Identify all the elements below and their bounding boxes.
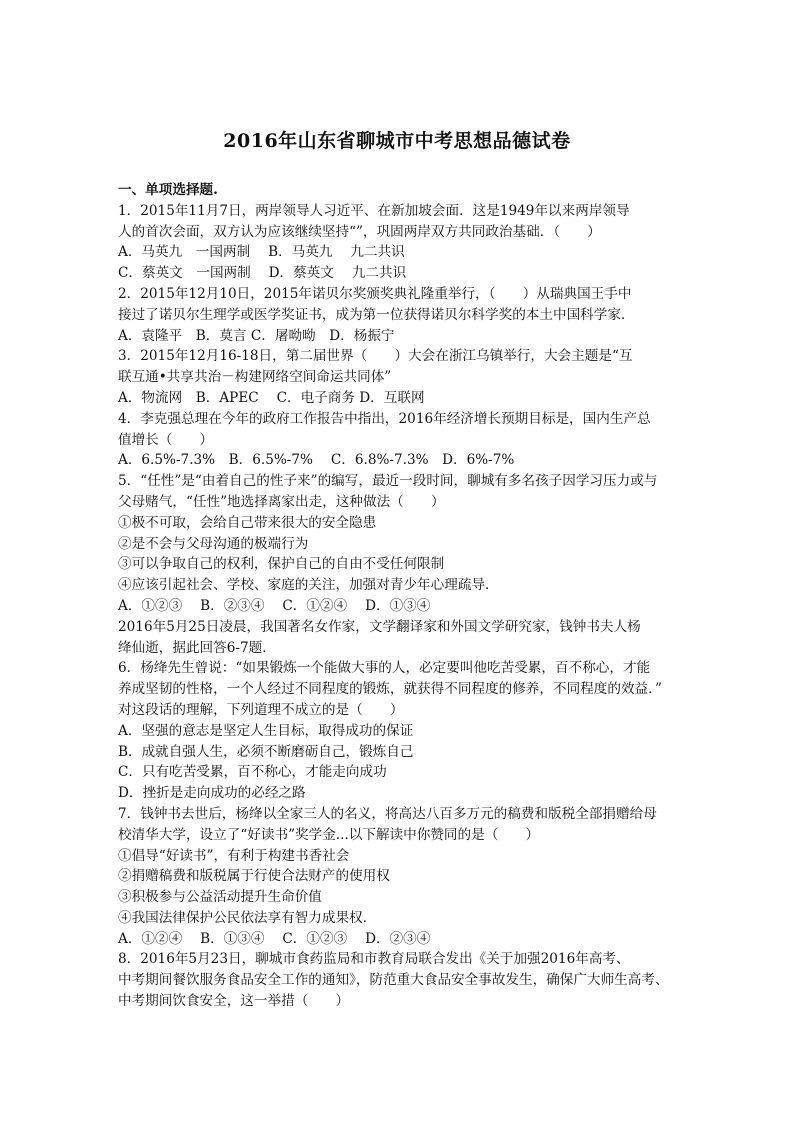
text-line: ④我国法律保护公民依法享有智力成果权． — [118, 909, 377, 926]
text-line: 2016年5月25日凌晨，我国著名女作家，文学翻译家和外国文学研究家，钱钟书夫人杨 — [118, 618, 641, 635]
text-line: 3．2015年12月16-18日，第二届世界（ ）大会在浙江乌镇举行，大会主题是“互 — [118, 348, 633, 365]
text-line: ①极不可取，会给自己带来很大的安全隐患 — [118, 514, 377, 531]
page-title: 2016年山东省聊城市中考思想品德试卷 — [223, 130, 571, 152]
text-line: C．只有吃苦受累，百不称心，才能走向成功 — [118, 764, 387, 781]
text-line: A．马英九 一国两制 B．马英九 九二共识 — [118, 244, 405, 261]
text-line: 5．“任性”是“由着自己的性子来”的编写，最近一段时间，聊城有多名孩子因学习压力或与 — [118, 473, 658, 490]
text-line: 8．2016年5月23日，聊城市食药监局和市教育局联合发出《关于加强2016年高考、 — [118, 951, 630, 968]
text-line: 1．2015年11月7日，两岸领导人习近平、在新加坡会面．这是1949年以来两岸领导 — [118, 202, 630, 219]
text-line: A．①②③ B．②③④ C．①②④ D．①③④ — [118, 597, 431, 614]
text-line: A．6.5%-7.3% B．6.5%-7% C．6.8%-7.3% D．6%-7% — [118, 452, 515, 469]
text-line: A．袁隆平 B．莫言 C．屠呦呦 D．杨振宁 — [118, 327, 395, 344]
text-line: ③可以争取自己的权利，保护自己的自由不受任何限制 — [118, 556, 445, 573]
text-line: D．挫折是走向成功的必经之路 — [118, 785, 306, 802]
text-line: 2．2015年12月10日，2015年诺贝尔奖颁奖典礼隆重举行，（ ）从瑞典国王手中 — [118, 285, 632, 302]
text-line: 校清华大学，设立了“好读书”奖学金...以下解读中你赞同的是（ ） — [118, 826, 540, 843]
text-line: ③积极参与公益活动提升生命价值 — [118, 889, 322, 906]
text-line: ②是不会与父母沟通的极端行为 — [118, 535, 309, 552]
text-line: A．①②④ B．①③④ C．①②③ D．②③④ — [118, 930, 431, 947]
exam-body — [118, 180, 688, 1012]
text-line: ④应该引起社会、学校、家庭的关注，加强对青少年心理疏导． — [118, 577, 499, 594]
text-line: ①倡导“好读书”，有利于构建书香社会 — [118, 847, 350, 864]
text-line: B．成就自强人生，必须不断磨砺自己，锻炼自己 — [118, 743, 414, 760]
text-line: 对这段话的理解，下列道理不成立的是（ ） — [118, 701, 404, 718]
text-line: A．物流网 B．APEC C．电子商务 D．互联网 — [118, 389, 425, 406]
text-line: 人的首次会面，双方认为应该继续坚持“”，巩固两岸双方共同政治基础．（ ） — [118, 223, 601, 240]
text-line: 联互通•共享共治－构建网络空间命运共同体” — [118, 369, 392, 386]
section-heading: 一、单项选择题. — [118, 182, 218, 198]
text-line: 值增长（ ） — [118, 431, 214, 448]
text-line: ②捐赠稿费和版税属于行使合法财产的使用权 — [118, 868, 390, 885]
text-line: 养成坚韧的性格，一个人经过不同程度的锻炼，就获得不同程度的修养，不同程度的效益．” — [118, 681, 662, 698]
text-line: 中考期间餐饮服务食品安全工作的通知》，防范重大食品安全事故发生，确保广大师生高考、 — [118, 972, 669, 989]
text-line: 父母赌气，“任性”地选择离家出走，这种做法（ ） — [118, 493, 445, 510]
text-line: 6．杨绛先生曾说：“如果锻炼一个能做大事的人，必定要叫他吃苦受累，百不称心，才能 — [118, 660, 651, 677]
text-line: C．蔡英文 一国两制 D．蔡英文 九二共识 — [118, 265, 407, 282]
text-line: A．坚强的意志是坚定人生目标，取得成功的保证 — [118, 722, 414, 739]
text-line: 接过了诺贝尔生理学或医学奖证书，成为第一位获得诺贝尔科学奖的本土中国科学家． — [118, 306, 635, 323]
text-line: 绛仙逝，据此回答6-7题． — [118, 639, 276, 656]
text-line: 4．李克强总理在今年的政府工作报告中指出，2016年经济增长预期目标是，国内生产总 — [118, 410, 651, 427]
text-line: 7．钱钟书去世后，杨绛以全家三人的名义，将高达八百多万元的稿费和版税全部捐赠给母 — [118, 805, 657, 822]
text-line: 中考期间饮食安全，这一举措（ ） — [118, 993, 350, 1010]
